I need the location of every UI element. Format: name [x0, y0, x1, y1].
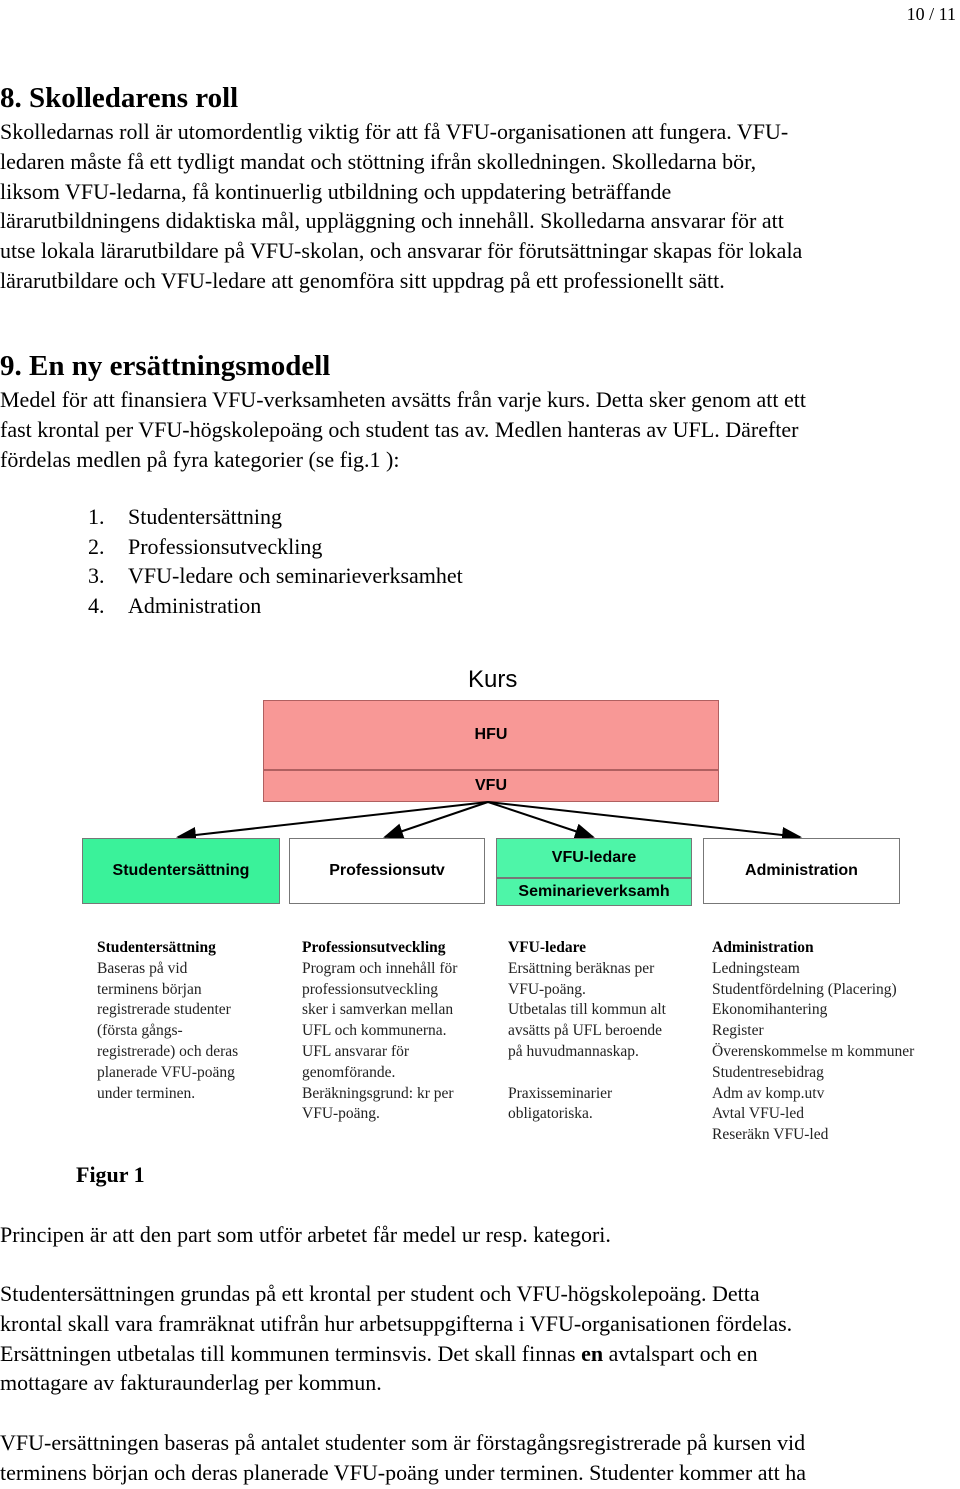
vfu-box: VFU	[263, 770, 719, 802]
arrow-to-studentersattning	[178, 802, 488, 837]
section-9-body	[0, 385, 950, 474]
body-line: utse lokala lärarutbildare på VFU-skolan, och ansvarar för förutsättningar skapas för lokala	[0, 238, 803, 264]
column-studentersattning: Studentersättning Baseras på vid terminens början registrerade studenter (första gångs- registrerade) och deras planerade VFU-poäng under terminen.	[97, 939, 239, 1102]
section-9-heading: 9. En ny ersättningsmodell	[0, 350, 331, 382]
arrow-to-administration	[488, 802, 800, 837]
column-administration: Administration Ledningsteam Studentfördelning (Placering) Ekonomihantering Register Överenskommelse m kommuner Studentresebidrag Adm av komp.utv Avtal VFU-led Reseräkn VFU-led	[712, 939, 915, 1144]
body-line: lärarutbildningens didaktiska mål, uppläggning och innehåll. Skolledarna ansvarar för att	[0, 208, 784, 234]
body-line: Skolledarnas roll är utomordentlig viktig för att få VFU-organisationen att fungera. VFU-	[0, 119, 789, 144]
body-line: lärarutbildare och VFU-ledare att genomföra sitt uppdrag på ett professionellt sätt.	[0, 267, 725, 293]
list-item: 4. Administration	[88, 593, 262, 619]
administration-box: Administration	[703, 838, 900, 904]
body-line: Medel för att finansiera VFU-verksamheten avsätts från varje kurs. Detta sker genom att ett	[0, 387, 806, 412]
column-professionsutveckling: Professionsutveckling Program och innehåll för professionsutveckling sker i samverkan mellan UFL och kommunerna. UFL ansvarar för genomförande. Beräkningsgrund: kr per VFU-poäng.	[302, 939, 458, 1123]
column-title: Professionsutveckling	[302, 939, 446, 956]
category-list	[88, 502, 463, 621]
list-item: 1. Studentersättning	[88, 504, 282, 529]
arrow-to-professionsutv	[385, 802, 488, 837]
vfu-ledare-box: VFU-ledare	[496, 838, 692, 878]
list-item: 3. VFU-ledare och seminarieverksamhet	[88, 563, 463, 589]
seminarieverksamh-box: Seminarieverksamh	[496, 878, 692, 906]
principle-paragraph: Principen är att den part som utför arbetet får medel ur resp. kategori.	[0, 1222, 611, 1247]
professionsutv-box: Professionsutv	[289, 838, 485, 904]
figure-caption: Figur 1	[76, 1162, 145, 1187]
column-title: Studentersättning	[97, 939, 216, 956]
body-line: fördelas medlen på fyra kategorier (se fig.1 ):	[0, 446, 400, 472]
column-title: Administration	[712, 939, 814, 956]
arrow-to-vfu-ledare	[488, 802, 593, 837]
studentersattning-paragraph: Studentersättningen grundas på ett krontal per student och VFU-högskolepoäng. Detta krontal skall vara framräknat utifrån hur arbetsuppgifterna i VFU-organisationen fördelas. Ersättningen utbetalas till kommunen terminsvis. Det skall finnas en avtalspart och en mottagare av fakturaunderlag per kommun.	[0, 1281, 793, 1396]
section-8-body	[0, 117, 950, 296]
list-item: 2. Professionsutveckling	[88, 533, 323, 559]
studentersattning-box: Studentersättning	[82, 838, 280, 904]
hfu-box: HFU	[263, 700, 719, 770]
column-vfu-ledare: VFU-ledare Ersättning beräknas per VFU-poäng. Utbetalas till kommun alt avsätts på UFL beroende på huvudmannaskap. Praxisseminarier obligatoriska.	[508, 939, 666, 1123]
column-title: VFU-ledare	[508, 939, 587, 956]
page-number: 10 / 11	[906, 4, 956, 24]
body-line: ledaren måste få ett tydligt mandat och stöttning ifrån skolledningen. Skolledarna bör,	[0, 148, 757, 174]
body-line: liksom VFU-ledarna, få kontinuerlig utbildning och uppdatering beträffande	[0, 178, 672, 204]
section-8-heading: 8. Skolledarens roll	[0, 82, 239, 114]
figure-title: Kurs	[468, 666, 518, 693]
vfu-ersattning-paragraph: VFU-ersättningen baseras på antalet studenter som är förstagångsregistrerade på kursen vid terminens början och deras planerade VFU-poäng under terminen. Studenter kommer att ha	[0, 1430, 807, 1485]
body-line: fast krontal per VFU-högskolepoäng och student tas av. Medlen hanteras av UFL. Därefter	[0, 416, 799, 442]
